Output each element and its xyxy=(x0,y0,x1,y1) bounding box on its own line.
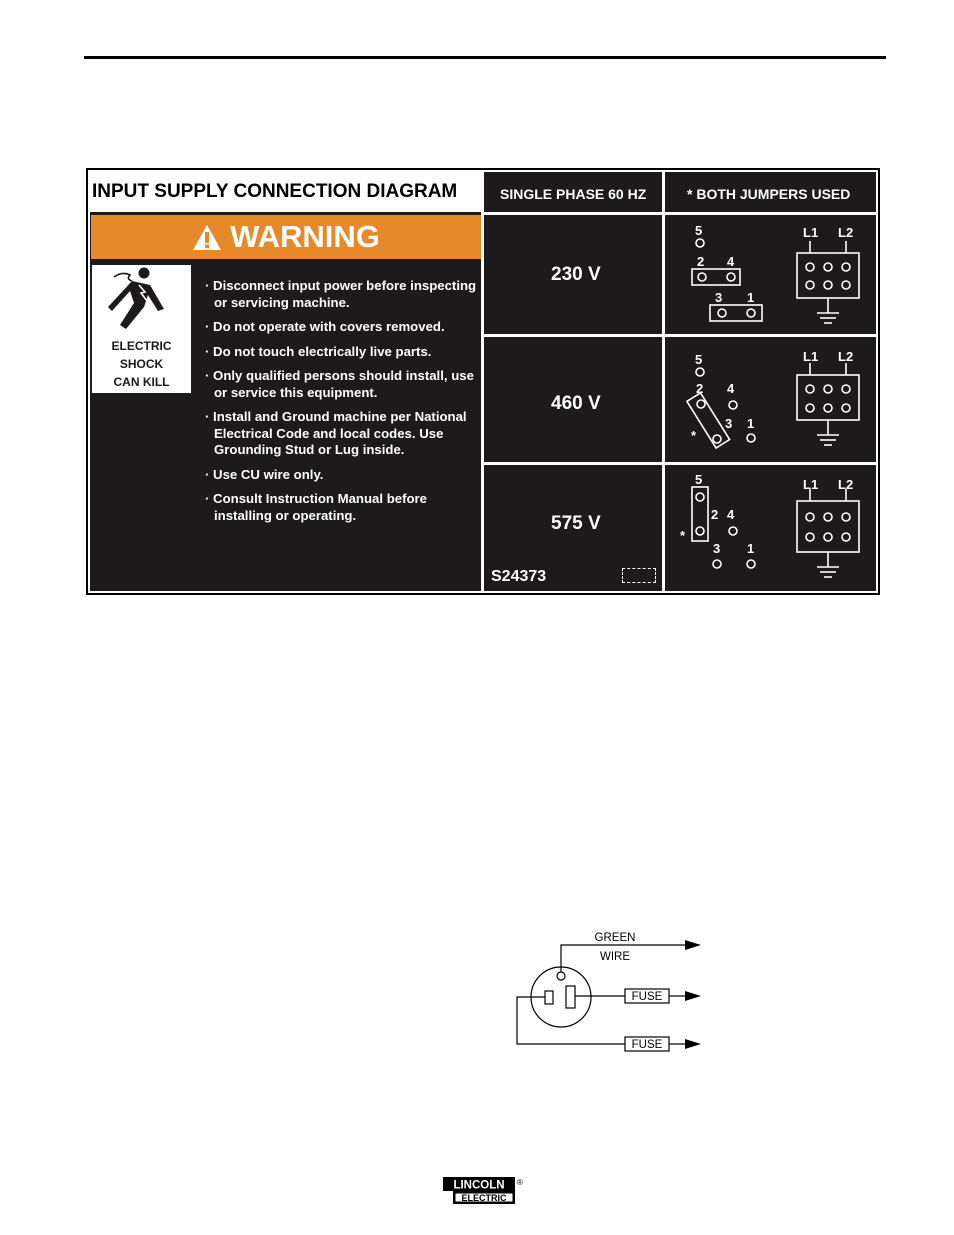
svg-text:LINCOLN: LINCOLN xyxy=(453,1179,505,1192)
ground-symbol-icon xyxy=(817,313,839,577)
terminal-label: 5 xyxy=(695,223,703,238)
terminal-label: 1 xyxy=(747,541,755,556)
warning-list xyxy=(205,278,485,532)
terminal-label: 3 xyxy=(725,416,733,431)
terminal-label: L1 xyxy=(803,225,819,240)
electric-shock-icon xyxy=(92,265,191,340)
warning-item: · Do not touch electrically live parts. xyxy=(205,343,432,359)
terminal-label: 4 xyxy=(727,507,735,522)
warning-banner xyxy=(91,215,481,259)
jumper-header: * BOTH JUMPERS USED xyxy=(687,186,851,202)
terminal-label: 5 xyxy=(695,472,703,487)
voltage-230: 230 V xyxy=(551,264,601,285)
terminal-label: 1 xyxy=(747,416,755,431)
arrow-icon xyxy=(685,991,701,1001)
svg-text:®: ® xyxy=(517,1178,523,1187)
terminal-label: L1 xyxy=(803,477,819,492)
lincoln-electric-logo xyxy=(443,1177,523,1205)
green-wire-label: GREEN xyxy=(594,932,636,944)
warning-item: · Consult Instruction Manual before installing or operating. xyxy=(205,491,427,523)
green-wire-label: WIRE xyxy=(599,951,631,963)
warning-item: · Only qualified persons should install, use or service this equipment. xyxy=(205,368,474,400)
voltage-575: 575 V xyxy=(551,513,601,534)
jumper-asterisk: * xyxy=(680,528,686,543)
fuse-label: FUSE xyxy=(631,991,663,1003)
arrow-icon xyxy=(685,940,701,950)
warning-item: · Use CU wire only. xyxy=(205,466,324,482)
warning-item: · Do not operate with covers removed. xyxy=(205,319,445,334)
terminal-diagrams xyxy=(665,215,876,591)
arrow-icon xyxy=(685,1039,701,1049)
terminal-label: 4 xyxy=(727,254,735,269)
dashed-placeholder-box xyxy=(622,568,656,583)
receptacle-wiring-diagram xyxy=(505,925,715,1060)
shock-caption: ELECTRIC SHOCK CAN KILL xyxy=(111,339,172,389)
terminal-label: 2 xyxy=(696,381,704,396)
warning-item: · Disconnect input power before inspecting or servicing machine. xyxy=(205,278,477,310)
label-title: INPUT SUPPLY CONNECTION DIAGRAM xyxy=(92,181,458,202)
warning-word: WARNING xyxy=(230,219,380,254)
terminal-label: 1 xyxy=(747,290,755,305)
phase-header: SINGLE PHASE 60 HZ xyxy=(500,186,647,202)
warning-triangle-icon xyxy=(192,224,222,251)
terminal-label: L2 xyxy=(838,225,854,240)
terminal-label: 5 xyxy=(695,352,703,367)
jumper-asterisk: * xyxy=(691,428,697,443)
terminal-label: 4 xyxy=(727,381,735,396)
terminal-label: L1 xyxy=(803,349,819,364)
part-number: S24373 xyxy=(491,568,547,585)
fuse-label: FUSE xyxy=(631,1039,663,1051)
terminal-label: 3 xyxy=(713,541,721,556)
terminal-label: 2 xyxy=(711,507,719,522)
terminal-label: 2 xyxy=(697,254,705,269)
voltage-460: 460 V xyxy=(551,393,601,414)
terminal-label: 3 xyxy=(715,290,723,305)
svg-text:ELECTRIC: ELECTRIC xyxy=(461,1193,507,1203)
terminal-label: L2 xyxy=(838,349,854,364)
warning-item: · Install and Ground machine per National Electrical Code and local codes. Use Grounding Stud or Lug inside. xyxy=(205,409,467,457)
header-rule xyxy=(84,56,886,59)
terminal-label: L2 xyxy=(838,477,854,492)
